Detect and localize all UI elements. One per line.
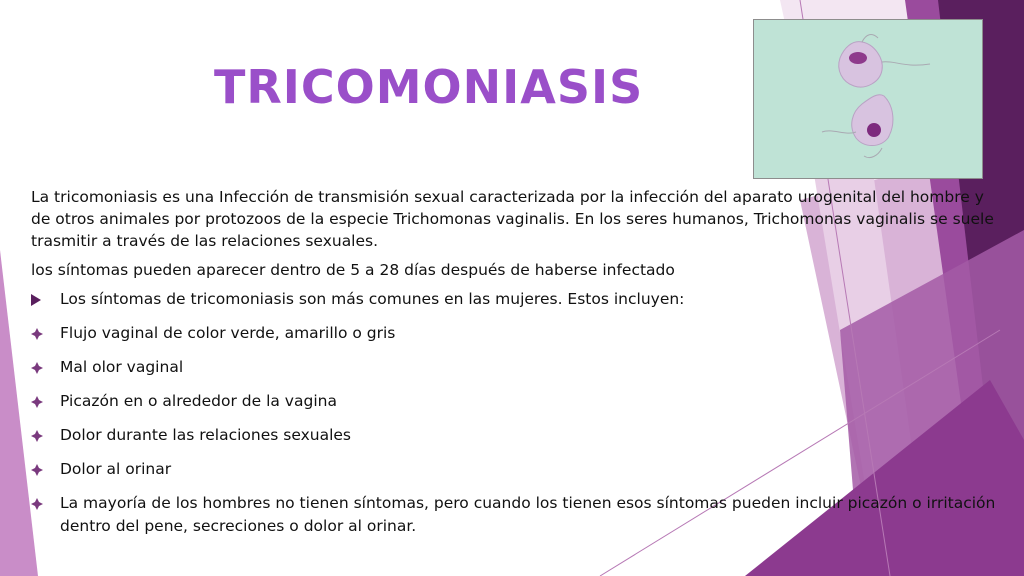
diamond-bullet-icon [31,492,45,515]
list-item-text: Flujo vaginal de color verde, amarillo o gris [60,324,396,342]
list-item [31,356,1001,379]
list-item [31,458,1001,481]
diamond-bullet-icon [31,424,45,447]
diamond-bullet-icon [31,458,45,481]
slide-title: TRICOMONIASIS [214,60,644,114]
list-item [31,322,1001,345]
list-item-text: Dolor al orinar [60,460,172,478]
triangle-bullet-icon [31,288,45,311]
list-item [31,288,1001,311]
incubation-paragraph: los síntomas pueden aparecer dentro de 5 a 28 días después de haberse infectado [31,261,675,279]
slide-body [31,186,1001,549]
intro-paragraph: La tricomoniasis es una Infección de transmisión sexual caracterizada por la infección del aparato urogenital del hombre y de otros animales por protozoos de la especie Trichomonas vaginalis. En los seres humanos, Trichomonas vaginalis se suele trasmitir a través de las relaciones sexuales. [31,188,994,250]
list-item [31,424,1001,447]
list-item-text: Los síntomas de tricomoniasis son más comunes en las mujeres. Estos incluyen: [60,290,685,308]
list-item-text: Mal olor vaginal [60,358,184,376]
symptoms-list [31,288,1001,538]
list-item-text: Dolor durante las relaciones sexuales [60,426,352,444]
diamond-bullet-icon [31,322,45,345]
list-item [31,390,1001,413]
list-item-text: La mayoría de los hombres no tienen síntomas, pero cuando los tienen esos síntomas pueden incluir picazón o irritación dentro del pene, secreciones o dolor al orinar. [60,494,996,535]
diamond-bullet-icon [31,356,45,379]
list-item [31,492,1001,538]
microscope-image [753,19,983,179]
diamond-bullet-icon [31,390,45,413]
list-item-text: Picazón en o alrededor de la vagina [60,392,337,410]
